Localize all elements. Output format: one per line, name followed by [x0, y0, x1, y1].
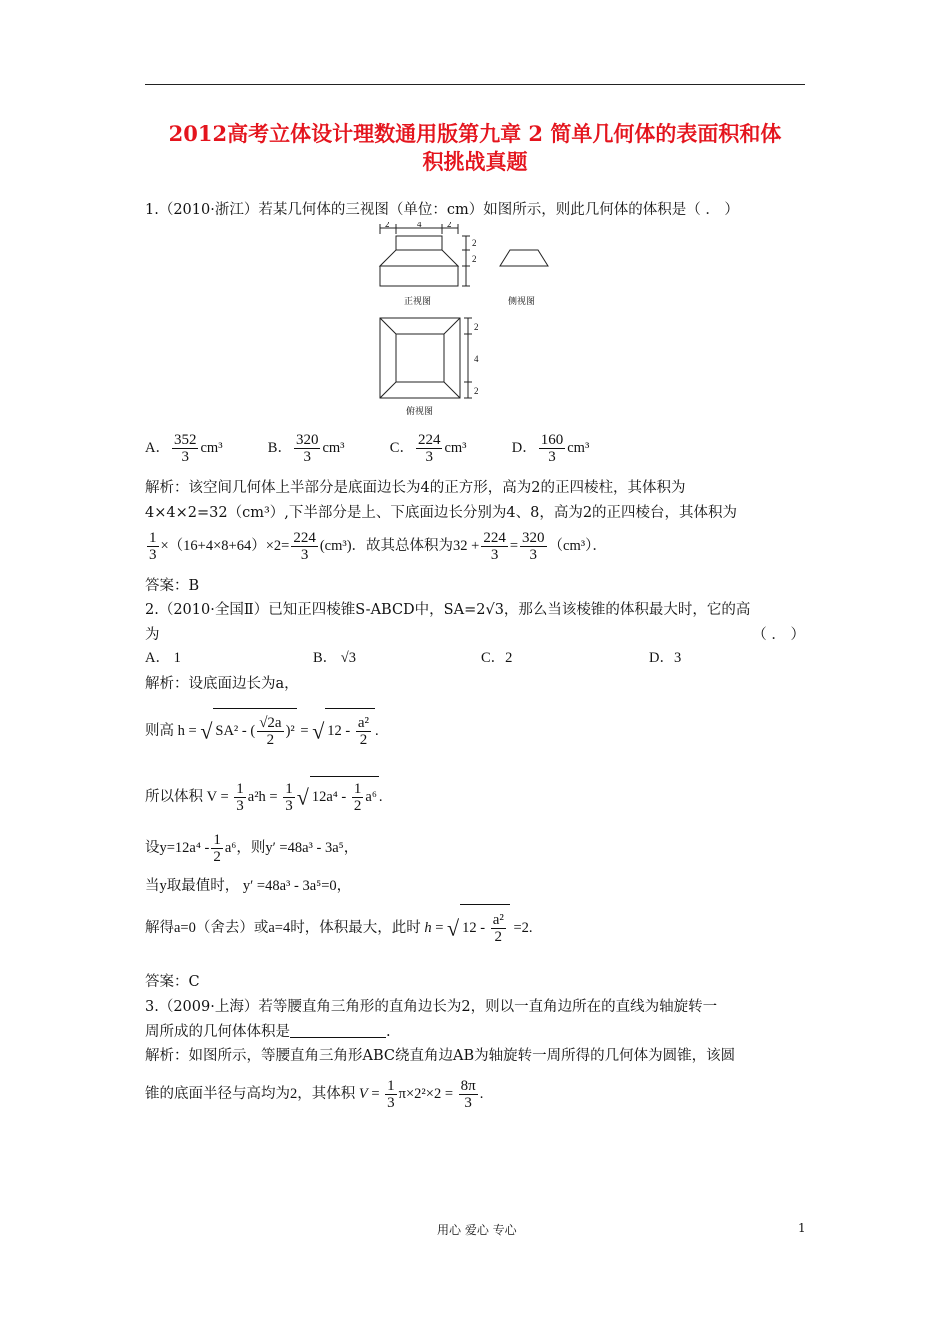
q2-solution-2: 则高 h = √ SA² - ( $\frac{√2a}{2}$ )² = √ 12 - $\frac{\text{a²}}{2}$ . — [145, 708, 379, 754]
q1-solution-3: $\frac{1}{3}$ ×（16+4×8+64）×2= $\frac{224}{3}$ (cm³)．故其总体积为32 + $\frac{224}{3}$ = $\frac{320}{3}$ （cm³）． — [149, 530, 607, 564]
q2-solution-3: 所以体积 V = $\frac{1}{3}$ a²h = $\frac{1}{3}$ √ 12a⁴ - $\frac{1}{2}$ a⁶ . — [145, 776, 383, 818]
q2-stem-2: 为 （ ． ） — [145, 627, 805, 643]
q2-option-a: A． 1 — [145, 650, 181, 666]
header-rule — [145, 84, 805, 85]
three-view-figure — [370, 222, 550, 420]
q2-stem-1: 2.（2010·全国Ⅱ）已知正四棱锥S-ABCD中，SA=2√3，那么当该棱锥的体积最大时，它的高 — [145, 602, 751, 618]
fig-side-label: 侧视图 — [508, 297, 536, 307]
fig-front-label: 正视图 — [404, 297, 432, 307]
q3-solution-2: 锥的底面半径与高均为2，其体积 V = $\frac{1}{3}$ π×2²×2 = $\frac{8\pi}{3}$ . — [145, 1078, 484, 1112]
svg-text:2: 2 — [472, 238, 477, 248]
title-line-1: 2012高考立体设计理数通用版第九章 2 简单几何体的表面积和体 — [168, 121, 782, 146]
q2-solution-1: 解析：设底面边长为a， — [145, 676, 299, 692]
q3-stem-2: 周所成的几何体体积是 . — [145, 1024, 391, 1040]
q1-option-b: B． $\frac{320}{3}$ cm³ — [267, 432, 345, 466]
q3-solution-1: 解析：如图所示，等腰直角三角形ABC绕直角边AB为轴旋转一周所得的几何体为圆锥，该圆 — [145, 1048, 736, 1064]
svg-text:2: 2 — [472, 254, 477, 264]
svg-text:2: 2 — [447, 222, 452, 229]
title-line-2: 积挑战真题 — [422, 149, 528, 174]
q1-options — [145, 430, 589, 466]
page-number: 1 — [798, 1221, 806, 1235]
q1-stem: 1.（2010·浙江）若某几何体的三视图（单位：cm）如图所示，则此几何体的体积是（ ． ） — [145, 202, 739, 218]
page-title — [145, 120, 805, 176]
svg-text:2: 2 — [385, 222, 390, 229]
footer-text: 用心 爱心 专心 — [437, 1223, 517, 1237]
q2-option-d: D．3 — [649, 650, 682, 666]
svg-text:2: 2 — [474, 386, 479, 396]
q1-option-d: D． $\frac{160}{3}$ cm³ — [511, 432, 590, 466]
q2-solution-5: 当y取最值时， y′ =48a³ - 3a⁵=0， — [145, 878, 352, 894]
q2-solution-6: 解得a=0（舍去）或a=4时，体积最大，此时 h = √ 12 - $\frac{\text{a²}}{2}$ =2. — [145, 904, 533, 952]
q1-option-a: A． $\frac{352}{3}$ cm³ — [145, 432, 223, 466]
q2-option-b: B． √3 — [313, 650, 357, 666]
q1-solution-1: 解析：该空间几何体上半部分是底面边长为4的正方形，高为2的正四棱柱，其体积为 — [145, 480, 686, 496]
svg-text:4: 4 — [417, 222, 422, 229]
svg-text:2: 2 — [474, 322, 479, 332]
q2-answer-paren: （ ． ） — [752, 627, 805, 643]
q1-answer: 答案：B — [145, 578, 200, 594]
answer-blank — [290, 1023, 386, 1038]
q2-solution-4: 设y=12a⁴ - $\frac{1}{2}$ a⁶，则y′ =48a³ - 3a⁵， — [145, 832, 359, 866]
q1-solution-2: 4×4×2=32（cm³）,下半部分是上、下底面边长分别为4、8，高为2的正四棱台，其体积为 — [145, 505, 738, 521]
q3-stem-1: 3.（2009·上海）若等腰直角三角形的直角边长为2，则以一直角边所在的直线为轴旋转一 — [145, 999, 718, 1015]
q1-option-c: C． $\frac{224}{3}$ cm³ — [389, 432, 467, 466]
svg-text:4: 4 — [474, 354, 479, 364]
fig-top-label: 俯视图 — [406, 407, 434, 417]
q2-answer: 答案：C — [145, 974, 200, 990]
q2-option-c: C．2 — [481, 650, 513, 666]
